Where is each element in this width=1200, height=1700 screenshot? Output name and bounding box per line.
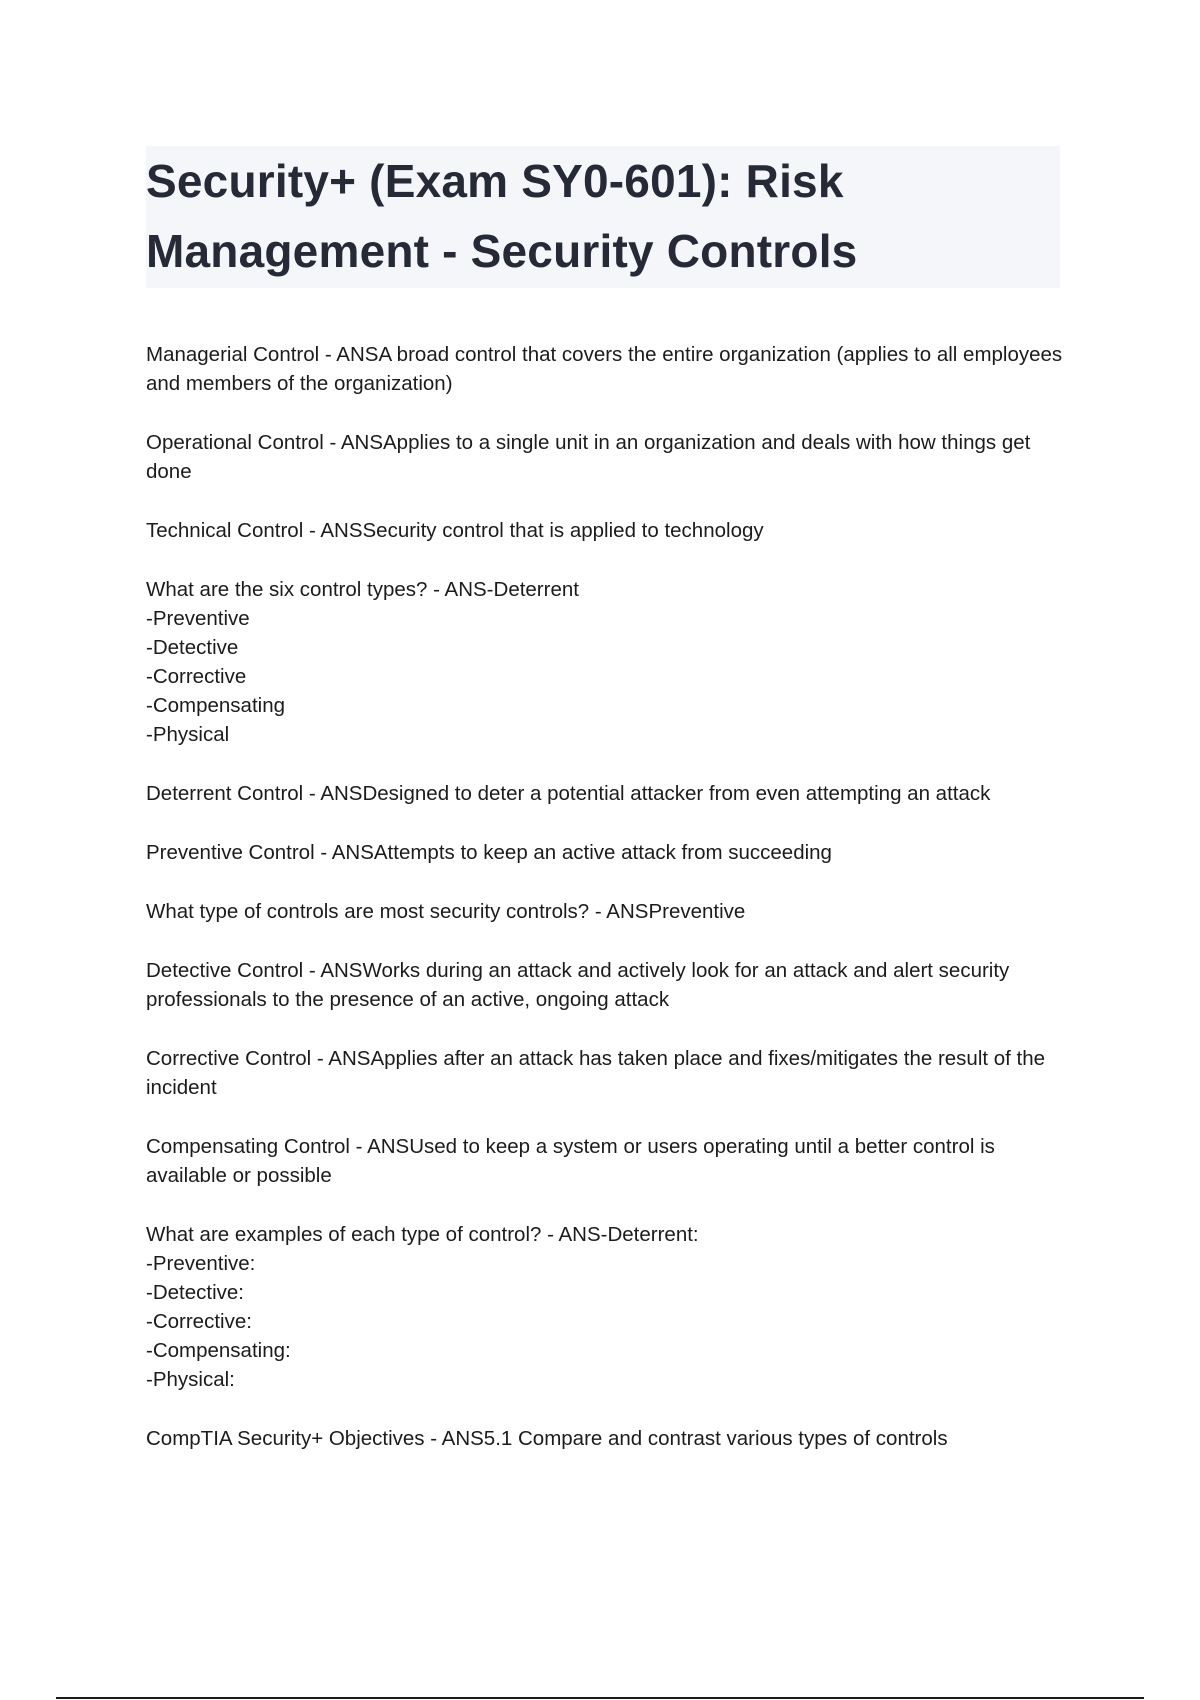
page-title: Security+ (Exam SY0-601): Risk Management - Security Controls bbox=[146, 155, 858, 277]
entry-separator: - bbox=[303, 782, 321, 805]
entry-answer: ANS-Deterrent: -Preventive: -Detective: -Corrective: -Compensating: -Physical: bbox=[146, 1223, 699, 1391]
entry-separator: - bbox=[424, 1427, 442, 1450]
flashcard-entry bbox=[146, 779, 1066, 808]
entry-term: What are the six control types? bbox=[146, 578, 428, 601]
flashcard-entry bbox=[146, 897, 1066, 926]
entry-term: Deterrent Control bbox=[146, 782, 304, 805]
entry-answer: ANS-Deterrent -Preventive -Detective -Corrective -Compensating -Physical bbox=[146, 578, 579, 746]
entry-term: CompTIA Security+ Objectives bbox=[146, 1427, 425, 1450]
entry-term: What are examples of each type of control? bbox=[146, 1223, 542, 1246]
entry-answer: ANSDesigned to deter a potential attacker from even attempting an attack bbox=[320, 782, 991, 805]
entry-term: Managerial Control bbox=[146, 343, 320, 366]
footer-divider bbox=[56, 1697, 1144, 1699]
entry-separator: - bbox=[349, 1135, 368, 1158]
entry-separator: - bbox=[323, 431, 341, 454]
entry-term: Corrective Control bbox=[146, 1047, 312, 1070]
title-block bbox=[146, 146, 1060, 288]
entry-separator: - bbox=[427, 578, 445, 601]
flashcard-entry bbox=[146, 956, 1066, 1014]
entry-answer: ANSA broad control that covers the entire organization (applies to all employees and members of the organization) bbox=[146, 343, 1063, 395]
entry-answer: ANSAttempts to keep an active attack from succeeding bbox=[331, 841, 832, 864]
entry-term: Operational Control bbox=[146, 431, 324, 454]
entry-answer: ANSWorks during an attack and actively look for an attack and alert security professionals to the presence of an active, ongoing attack bbox=[146, 959, 1010, 1011]
entry-separator: - bbox=[319, 343, 337, 366]
flashcard-entry bbox=[146, 1220, 1066, 1394]
flashcard-entry bbox=[146, 516, 1066, 545]
flashcard-entry bbox=[146, 1424, 1066, 1453]
entry-separator: - bbox=[303, 519, 321, 542]
flashcard-list bbox=[146, 340, 1066, 1483]
flashcard-entry bbox=[146, 428, 1066, 486]
entry-separator: - bbox=[541, 1223, 559, 1246]
flashcard-entry bbox=[146, 340, 1066, 398]
entry-separator: - bbox=[311, 1047, 329, 1070]
entry-separator: - bbox=[303, 959, 321, 982]
entry-answer: ANSSecurity control that is applied to technology bbox=[320, 519, 764, 542]
entry-answer: ANSApplies to a single unit in an organization and deals with how things get done bbox=[146, 431, 1031, 483]
entry-term: What type of controls are most security controls? bbox=[146, 900, 590, 923]
entry-answer: ANS5.1 Compare and contrast various types of controls bbox=[441, 1427, 948, 1450]
flashcard-entry bbox=[146, 838, 1066, 867]
entry-term: Detective Control bbox=[146, 959, 304, 982]
entry-separator: - bbox=[589, 900, 607, 923]
entry-answer: ANSUsed to keep a system or users operating until a better control is available or possible bbox=[146, 1135, 995, 1187]
entry-answer: ANSApplies after an attack has taken place and fixes/mitigates the result of the incident bbox=[146, 1047, 1046, 1099]
entry-answer: ANSPreventive bbox=[606, 900, 746, 923]
entry-term: Technical Control bbox=[146, 519, 304, 542]
flashcard-entry bbox=[146, 575, 1066, 749]
entry-term: Preventive Control bbox=[146, 841, 315, 864]
flashcard-entry bbox=[146, 1044, 1066, 1102]
entry-term: Compensating Control bbox=[146, 1135, 350, 1158]
entry-separator: - bbox=[314, 841, 332, 864]
flashcard-entry bbox=[146, 1132, 1066, 1190]
